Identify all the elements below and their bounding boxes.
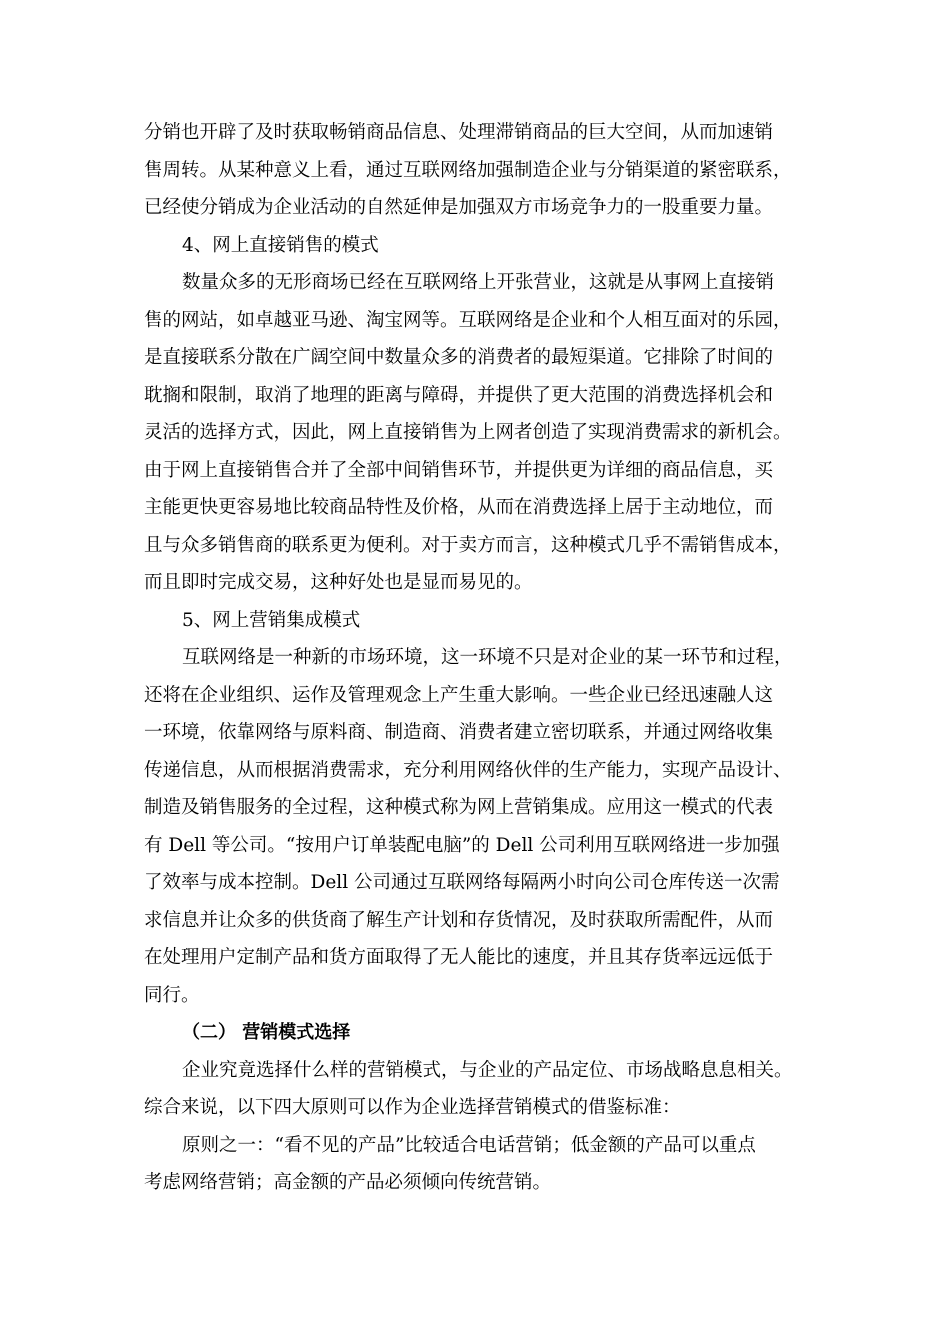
subsection-heading: （二） 营销模式选择 <box>182 1022 351 1043</box>
body-text-line: 分销也开辟了及时获取畅销商品信息、处理滞销商品的巨大空间，从而加速销 <box>144 122 774 143</box>
body-text-line: 由于网上直接销售合并了全部中间销售环节，并提供更为详细的商品信息，买 <box>144 459 774 481</box>
body-text-line: 而且即时完成交易，这种好处也是显而易见的。 <box>144 572 533 593</box>
body-text-line: 有 Dell 等公司。“按用户订单装配电脑”的 Dell 公司利用互联网络进一步加强 <box>144 834 780 856</box>
section-heading-5: 5、网上营销集成模式 <box>182 609 361 631</box>
body-text-line: 售的网站，如卓越亚马逊、淘宝网等。互联网络是企业和个人相互面对的乐园， <box>144 309 792 331</box>
body-text-line: 互联网络是一种新的市场环境，这一环境不只是对企业的某一环节和过程， <box>182 647 793 668</box>
body-text-line: 一环境，依靠网络与原料商、制造商、消费者建立密切联系，并通过网络收集 <box>144 722 774 743</box>
body-text-line: 求信息并让众多的供货商了解生产计划和存货情况，及时获取所需配件，从而 <box>144 909 774 931</box>
body-text-line: 综合来说，以下四大原则可以作为企业选择营销模式的借鉴标准： <box>144 1097 681 1118</box>
body-text-line: 传递信息，从而根据消费需求，充分利用网络伙伴的生产能力，实现产品设计、 <box>144 759 792 781</box>
body-text-line: 主能更快更容易地比较商品特性及价格，从而在消费选择上居于主动地位，而 <box>144 497 774 518</box>
body-text-line: 已经使分销成为企业活动的自然延伸是加强双方市场竞争力的一股重要力量。 <box>144 197 774 218</box>
body-text-line: 原则之一：“看不见的产品”比较适合电话营销；低金额的产品可以重点 <box>182 1134 756 1156</box>
body-text-line: 耽搁和限制，取消了地理的距离与障碍，并提供了更大范围的消费选择机会和 <box>144 384 774 406</box>
document-body <box>144 114 824 1202</box>
body-text-line: 考虑网络营销；高金额的产品必须倾向传统营销。 <box>144 1172 552 1193</box>
body-text-line: 是直接联系分散在广阔空间中数量众多的消费者的最短渠道。它排除了时间的 <box>144 347 774 368</box>
body-text-line: 制造及销售服务的全过程，这种模式称为网上营销集成。应用这一模式的代表 <box>144 797 774 818</box>
body-text-line: 灵活的选择方式，因此，网上直接销售为上网者创造了实现消费需求的新机会。 <box>144 422 792 443</box>
section-heading-4: 4、网上直接销售的模式 <box>182 234 379 256</box>
body-text-line: 在处理用户定制产品和货方面取得了无人能比的速度，并且其存货率远远低于 <box>144 947 774 968</box>
body-text-line: 了效率与成本控制。Dell 公司通过互联网络每隔两小时向公司仓库传送一次需 <box>144 872 780 893</box>
body-text-line: 数量众多的无形商场已经在互联网络上开张营业，这就是从事网上直接销 <box>182 272 775 293</box>
body-text-line: 售周转。从某种意义上看，通过互联网络加强制造企业与分销渠道的紧密联系， <box>144 159 792 181</box>
body-text-line: 同行。 <box>144 984 200 1006</box>
body-text-line: 且与众多销售商的联系更为便利。对于卖方而言，这种模式几乎不需销售成本， <box>144 534 792 556</box>
body-text-line: 企业究竟选择什么样的营销模式，与企业的产品定位、市场战略息息相关。 <box>182 1059 793 1081</box>
body-text-line: 还将在企业组织、运作及管理观念上产生重大影响。一些企业已经迅速融人这 <box>144 684 774 706</box>
